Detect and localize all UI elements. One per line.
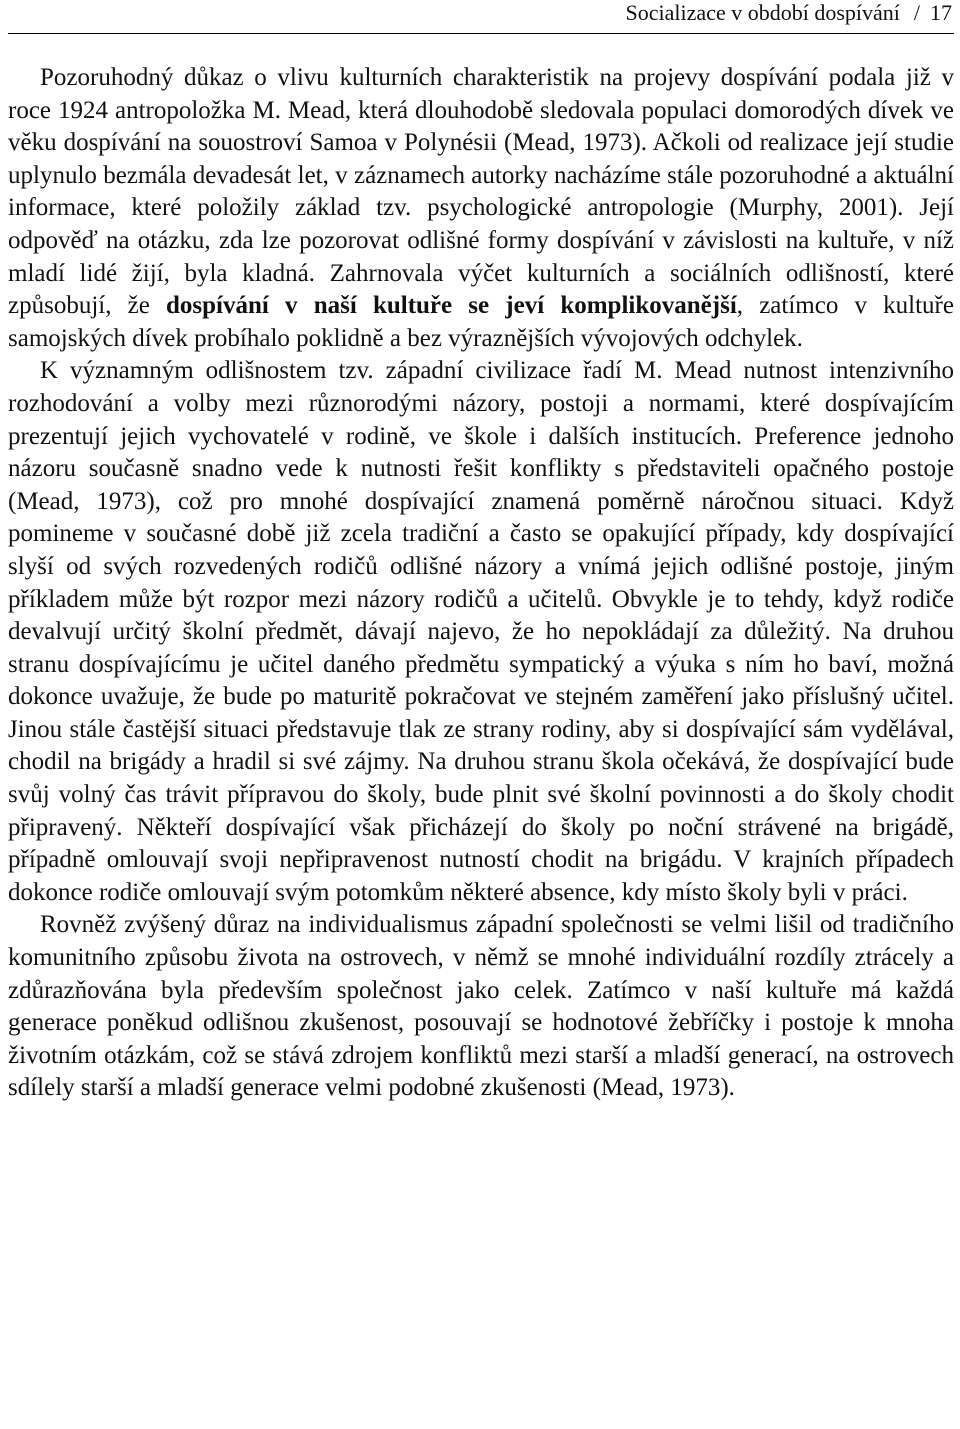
- body-text: [8, 62, 954, 1105]
- paragraph-1-emphasis: dospívání v naší kultuře se jeví komplikovanější: [166, 292, 737, 320]
- paragraph-1-text-b: , zatímco v kultuře samojských dívek probíhalo poklidně a bez výraznějších vývojových odchylek.: [8, 292, 954, 352]
- header-rule: [8, 33, 954, 34]
- paragraph-1-text-a: Pozoruhodný důkaz o vlivu kulturních charakteristik na projevy dospívání podala již v roce 1924 antropoložka M. Mead, která dlouhodobě sledovala populaci domorodých dívek ve věku dospívání na souostroví Samoa v Polynésii (Mead, 1973). Ačkoli od realizace její studie uplynulo bezmála devadesát let, v záznamech autorky nacházíme stále pozoruhodné a aktuální informace, které položily základ tzv. psychologické antropologie (Murphy, 2001). Její odpověď na otázku, zda lze pozorovat odlišné formy dospívání v závislosti na kultuře, v níž mladí lidé žijí, byla kladná. Zahrnovala výčet kulturních a sociálních odlišností, které způsobují, že: [8, 64, 954, 320]
- header-separator: /: [913, 0, 920, 25]
- chapter-title: Socializace v období dospívání: [625, 0, 900, 25]
- page-number: 17: [930, 0, 952, 25]
- paragraph-2: K významným odlišnostem tzv. západní civilizace řadí M. Mead nutnost intenzivního rozhodování a volby mezi různorodými názory, postoji a normami, které dospívajícím prezentují jejich vychovatelé v rodině, ve škole i dalších institucích. Preference jednoho názoru současně snadno vede k nutnosti řešit konflikty s představiteli opačného postoje (Mead, 1973), což pro mnohé dospívající znamená poměrně náročnou situaci. Když pomineme v současné době již zcela tradiční a často se opakující případy, kdy dospívající slyší od svých rozvedených rodičů odlišné názory a vnímá jejich odlišné postoje, jiným příkladem může být rozpor mezi názory rodičů a učitelů. Obvykle je to tehdy, když rodiče devalvují určitý školní předmět, dávají najevo, že ho nepokládají za důležitý. Na druhou stranu dospívajícímu je učitel daného předmětu sympatický a výuka s ním ho baví, možná dokonce uvažuje, že bude po maturitě pokračovat ve stejném zaměření jako příslušný učitel. Jinou stále častější situaci představuje tlak ze strany rodiny, aby si dospívající sám vydělával, chodil na brigády a hradil si své zájmy. Na druhou stranu škola očekává, že dospívající bude svůj volný čas trávit přípravou do školy, bude plnit své školní povinnosti a do školy chodit připravený. Někteří dospívající však přicházejí do školy po noční strávené na brigádě, případně omlouvají svoji nepřipravenost nutností chodit na brigádu. V krajních případech dokonce rodiče omlouvají svým potomkům některé absence, kdy místo školy byli v práci.: [8, 357, 954, 906]
- paragraph-1: [8, 62, 954, 355]
- running-header: [0, 0, 952, 30]
- paragraph-3: Rovněž zvýšený důraz na individualismus západní společnosti se velmi lišil od tradičního komunitního způsobu života na ostrovech, v němž se mnohé individuální rozdíly ztrácely a zdůrazňována byla především společnost jako celek. Zatímco v naší kultuře má každá generace poněkud odlišnou zkušenost, posouvají se hodnotové žebříčky i postoje k mnoha životním otázkám, což se stává zdrojem konfliktů mezi starší a mladší generací, na ostrovech sdílely starší a mladší generace velmi podobné zkušenosti (Mead, 1973).: [8, 911, 954, 1102]
